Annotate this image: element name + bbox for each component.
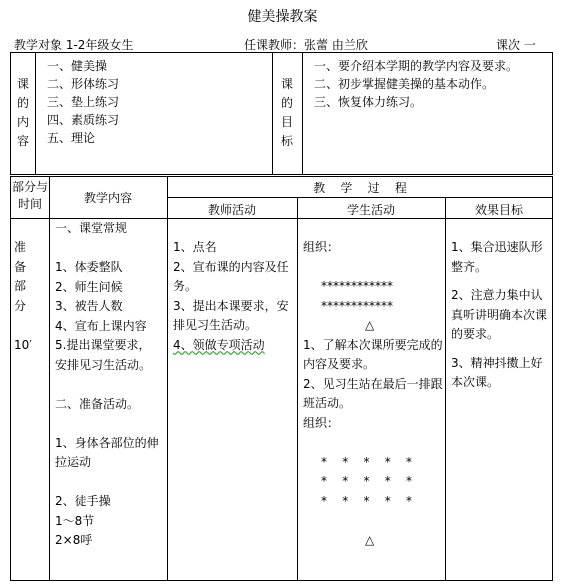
list-item: 二、初步掌握健美操的基本动作。 xyxy=(314,77,495,91)
list-item: 二、形体练习 xyxy=(47,77,120,91)
list-item: 四、素质练习 xyxy=(47,113,120,127)
divider xyxy=(302,53,303,174)
teacher-activity-column xyxy=(173,238,293,355)
list-item: 一、健美操 xyxy=(47,59,108,73)
list-item: 3、提出本课要求，安排见习生活动。 xyxy=(173,298,289,332)
list-item: 2、见习生站在最后一排跟班活动。 xyxy=(303,376,443,410)
process-header: 教 学 过 程 xyxy=(313,181,407,195)
divider xyxy=(49,177,50,581)
student-activity-header: 学生活动 xyxy=(346,203,395,217)
list-item: 2、宣布课的内容及任务。 xyxy=(173,259,289,293)
divider xyxy=(167,197,553,198)
list-item: 4、领做专项活动 xyxy=(173,337,265,352)
content-header: 教学内容 xyxy=(83,191,132,205)
list-item: 2、注意力集中认真听讲明确本次课的要求。 xyxy=(451,288,548,341)
list-item: 三、恢复体力练习。 xyxy=(314,95,423,109)
course-goals-label: 课 的 目 标 xyxy=(280,77,293,148)
page-title: 健美操教案 xyxy=(247,9,318,25)
section-time: 10′ xyxy=(14,337,32,352)
teacher-position-mark: △ xyxy=(365,532,375,547)
teacher-position-mark: △ xyxy=(365,318,375,332)
goal-header: 效果目标 xyxy=(474,203,523,217)
section-column: 准 备 部 分 10′ xyxy=(14,238,48,355)
goal-column xyxy=(451,238,551,393)
list-item: 3、精神抖擞上好本次课。 xyxy=(451,355,543,389)
divider xyxy=(35,53,36,174)
teaching-target: 教学对象 1-2年级女生 xyxy=(14,38,134,52)
list-item: 1、集合迅速队形整齐。 xyxy=(451,240,543,274)
divider xyxy=(272,53,273,174)
list-item: 1、点名 xyxy=(173,240,217,254)
content-column: 一、课堂常规 1、体委整队 2、师生问候 3、被告人数 4、宣布上课内容 5.提出课堂要求， 安排见习生活动。 二、准备活动。 1、身体各部位的伸拉运动 2、徒手操 1～8节 2×8呼 xyxy=(55,221,159,547)
teacher-activity-header: 教师活动 xyxy=(207,203,256,217)
list-item: 1、了解本次课所要完成的内容及要求。 xyxy=(303,337,443,371)
divider xyxy=(297,198,298,581)
student-activity-column: 组织： ************ ************ △ 1、了解本次课所要完成的内容及要求。 2、见习生站在最后一排跟班活动。 组织： * * * * * * * * * * * * * * * △ xyxy=(303,238,443,550)
divider xyxy=(167,177,168,581)
list-item: 一、要介绍本学期的教学内容及要求。 xyxy=(314,59,519,73)
course-content-list xyxy=(47,57,119,147)
divider xyxy=(445,198,446,581)
section-header: 部分与 时间 xyxy=(11,180,48,211)
lesson-process-table xyxy=(10,176,553,581)
list-item: 五、理论 xyxy=(47,131,96,145)
course-goals-list xyxy=(314,57,518,111)
lesson-number: 课次 一 xyxy=(496,38,536,52)
course-overview-table xyxy=(10,53,553,175)
list-item: 三、垫上练习 xyxy=(47,95,120,109)
course-content-label: 课 的 内 容 xyxy=(16,77,29,148)
teacher-names: 任课教师：张蕾 由兰欣 xyxy=(244,38,368,52)
